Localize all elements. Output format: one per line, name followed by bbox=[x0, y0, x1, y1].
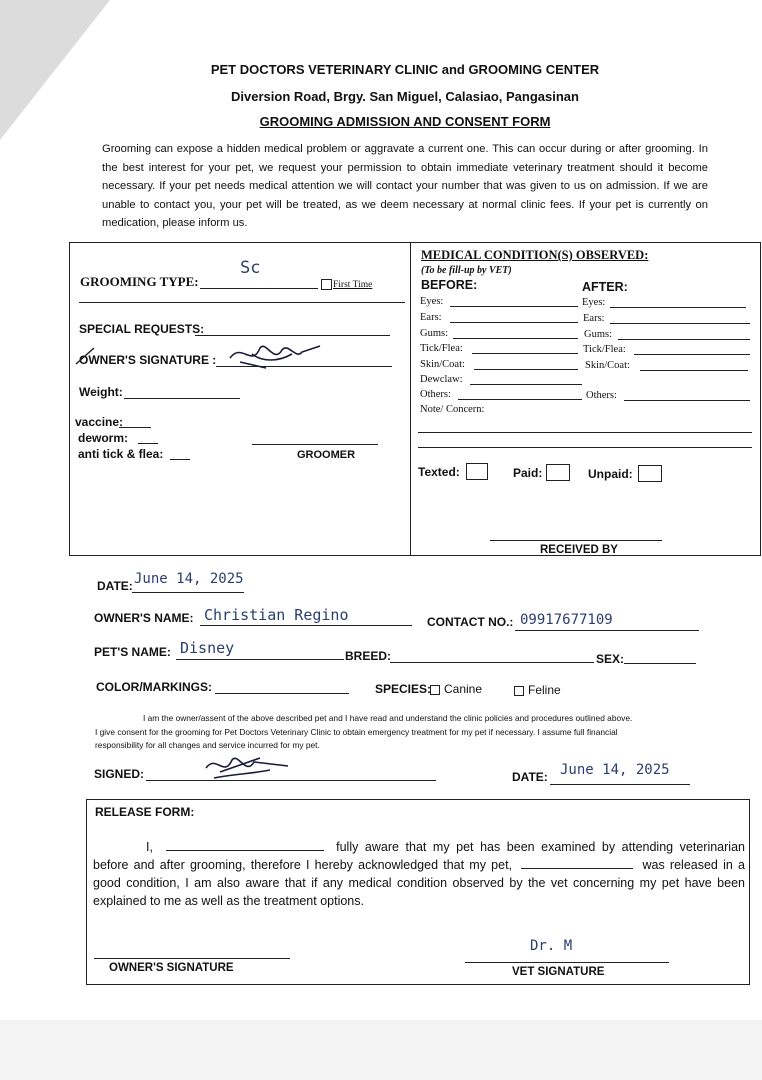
after-tick-label: Tick/Flea: bbox=[583, 344, 626, 355]
grooming-type-line[interactable] bbox=[200, 288, 318, 289]
feline-option[interactable] bbox=[514, 683, 561, 697]
unpaid-label: Unpaid: bbox=[588, 467, 633, 481]
consent-date-line[interactable] bbox=[550, 784, 690, 785]
species-label: SPECIES: bbox=[375, 682, 432, 696]
contact-value: 09917677109 bbox=[520, 612, 613, 628]
owner-check-mark-icon bbox=[74, 346, 98, 366]
vet-signature-line[interactable] bbox=[465, 962, 669, 963]
after-others-line[interactable] bbox=[624, 400, 750, 401]
contact-line[interactable] bbox=[515, 630, 699, 631]
color-markings-line[interactable] bbox=[215, 693, 349, 694]
contact-label: CONTACT NO.: bbox=[427, 615, 514, 629]
canine-checkbox[interactable] bbox=[430, 685, 440, 695]
paid-checkbox[interactable] bbox=[546, 464, 570, 481]
medical-title: MEDICAL CONDITION(S) OBSERVED: bbox=[421, 248, 649, 262]
weight-line[interactable] bbox=[124, 398, 240, 399]
anti-tick-label: anti tick & flea: bbox=[78, 447, 164, 461]
pet-name-label: PET'S NAME: bbox=[94, 645, 171, 659]
before-skin-line[interactable] bbox=[474, 369, 578, 370]
breed-line[interactable] bbox=[390, 662, 594, 663]
weight-label: Weight: bbox=[79, 385, 123, 399]
note-concern-label: Note/ Concern: bbox=[420, 404, 485, 415]
after-ears-label: Ears: bbox=[583, 313, 605, 324]
after-skin-label: Skin/Coat: bbox=[585, 360, 630, 371]
canine-option[interactable] bbox=[430, 682, 482, 696]
before-eyes-line[interactable] bbox=[450, 306, 578, 307]
date-line[interactable] bbox=[132, 592, 244, 593]
release-name-line[interactable] bbox=[166, 838, 324, 851]
before-others-label: Others: bbox=[420, 389, 451, 400]
before-dewclaw-label: Dewclaw: bbox=[420, 374, 463, 385]
deworm-line[interactable] bbox=[138, 443, 158, 444]
vet-signature-label: VET SIGNATURE bbox=[512, 966, 605, 978]
pet-name-line[interactable] bbox=[176, 659, 344, 660]
paid-label: Paid: bbox=[513, 466, 543, 480]
release-text-a: I, bbox=[146, 840, 153, 854]
feline-checkbox[interactable] bbox=[514, 686, 524, 696]
before-skin-label: Skin/Coat: bbox=[420, 359, 465, 370]
deworm-label: deworm: bbox=[78, 431, 129, 445]
before-gums-line[interactable] bbox=[453, 338, 578, 339]
owner-name-label: OWNER'S NAME: bbox=[94, 611, 194, 625]
texted-checkbox[interactable] bbox=[466, 463, 488, 480]
consent-line-3: responsibility for all changes and service incurred for my pet. bbox=[95, 740, 320, 750]
admission-divider bbox=[410, 242, 411, 556]
note-line-2[interactable] bbox=[418, 447, 752, 448]
after-ears-line[interactable] bbox=[610, 323, 750, 324]
vet-initials: Dr. M bbox=[530, 938, 573, 954]
before-tick-line[interactable] bbox=[472, 353, 578, 354]
release-owner-signature-line[interactable] bbox=[94, 958, 290, 959]
before-tick-label: Tick/Flea: bbox=[420, 343, 463, 354]
after-gums-line[interactable] bbox=[618, 339, 750, 340]
consent-date-label: DATE: bbox=[512, 770, 548, 784]
signed-scribble-icon bbox=[200, 752, 290, 782]
date-label: DATE: bbox=[97, 579, 133, 593]
consent-date-value: June 14, 2025 bbox=[560, 762, 670, 778]
special-requests-line[interactable] bbox=[195, 335, 390, 336]
pet-name-value: Disney bbox=[180, 639, 235, 657]
received-by-line[interactable] bbox=[490, 540, 662, 541]
after-eyes-line[interactable] bbox=[610, 307, 746, 308]
canine-label: Canine bbox=[444, 682, 483, 696]
first-time-checkbox[interactable] bbox=[321, 279, 332, 290]
clinic-name: PET DOCTORS VETERINARY CLINIC and GROOMING CENTER bbox=[210, 62, 600, 77]
groomer-label: GROOMER bbox=[297, 449, 356, 461]
feline-label: Feline bbox=[528, 683, 561, 697]
release-paragraph bbox=[93, 838, 745, 910]
grooming-extra-line[interactable] bbox=[79, 302, 405, 303]
medical-subtitle: (To be fill-up by VET) bbox=[421, 265, 512, 276]
anti-tick-line[interactable] bbox=[170, 459, 190, 460]
date-value: June 14, 2025 bbox=[134, 571, 244, 587]
unpaid-checkbox[interactable] bbox=[638, 465, 662, 482]
after-skin-line[interactable] bbox=[640, 370, 748, 371]
received-by-label: RECEIVED BY bbox=[540, 544, 618, 556]
sex-label: SEX: bbox=[596, 652, 625, 666]
after-tick-line[interactable] bbox=[634, 354, 750, 355]
note-line-1[interactable] bbox=[418, 432, 752, 433]
release-owner-signature-label: OWNER'S SIGNATURE bbox=[109, 962, 234, 974]
breed-label: BREED: bbox=[345, 649, 392, 663]
after-eyes-label: Eyes: bbox=[582, 297, 606, 308]
owner-signature-scribble-icon bbox=[222, 338, 322, 372]
consent-line-1: I am the owner/assent of the above described pet and I have read and understand the clinic policies and procedures outlined above. bbox=[143, 713, 633, 723]
owner-name-line[interactable] bbox=[200, 625, 412, 626]
signed-label: SIGNED: bbox=[94, 767, 145, 781]
owner-signature-label: OWNER'S SIGNATURE : bbox=[79, 353, 217, 367]
form-title: GROOMING ADMISSION AND CONSENT FORM bbox=[259, 114, 551, 129]
release-text-c: was released in a good condition, I am also aware that if any medical condition observed by the vet concerning my pet have been explained to me as well as the treatment options. bbox=[93, 858, 745, 908]
sex-line[interactable] bbox=[624, 663, 696, 664]
special-requests-label: SPECIAL REQUESTS: bbox=[79, 322, 205, 336]
clinic-address: Diversion Road, Brgy. San Miguel, Calasiao, Pangasinan bbox=[231, 89, 579, 104]
release-text-b: fully aware that my pet has been examined by attending veterinarian before and after grooming, therefore I hereby acknowledged that my pet, bbox=[93, 840, 745, 872]
signed-line[interactable] bbox=[146, 780, 436, 781]
before-ears-line[interactable] bbox=[450, 322, 578, 323]
first-time-label: First Time bbox=[333, 280, 373, 290]
after-label: AFTER: bbox=[582, 280, 628, 294]
before-dewclaw-line[interactable] bbox=[470, 384, 582, 385]
after-gums-label: Gums: bbox=[584, 329, 613, 340]
before-ears-label: Ears: bbox=[420, 312, 442, 323]
grooming-type-value: Sc bbox=[240, 258, 261, 278]
release-title: RELEASE FORM: bbox=[95, 805, 195, 819]
vaccine-line[interactable] bbox=[119, 427, 151, 428]
before-eyes-label: Eyes: bbox=[420, 296, 444, 307]
after-others-label: Others: bbox=[586, 390, 617, 401]
texted-label: Texted: bbox=[418, 465, 460, 479]
groomer-signature-line[interactable] bbox=[252, 444, 378, 445]
grooming-type-label: GROOMING TYPE: bbox=[80, 274, 199, 289]
color-markings-label: COLOR/MARKINGS: bbox=[96, 680, 212, 694]
intro-paragraph: Grooming can expose a hidden medical problem or aggravate a current one. This can occur during or after grooming. In the best interest for your pet, we request your permission to obtain immediate veterinary treatment should it become necessary. If your pet needs medical attention we will contact your number that was given to us on admission. If we are unable to contact you, your pet will be treated, as we deem necessary at normal clinic fees. If your pet is currently on medication, please inform us. bbox=[102, 143, 708, 229]
release-pet-line[interactable] bbox=[521, 856, 633, 869]
before-label: BEFORE: bbox=[421, 278, 478, 292]
before-gums-label: Gums: bbox=[420, 328, 449, 339]
owner-name-value: Christian Regino bbox=[204, 606, 349, 624]
before-others-line[interactable] bbox=[458, 399, 582, 400]
consent-line-2: I give consent for the grooming for Pet Doctors Veterinary Clinic to obtain emergency treatment for my pet if necessary. I assume full financial bbox=[95, 727, 618, 737]
vaccine-label: vaccine: bbox=[75, 415, 124, 429]
